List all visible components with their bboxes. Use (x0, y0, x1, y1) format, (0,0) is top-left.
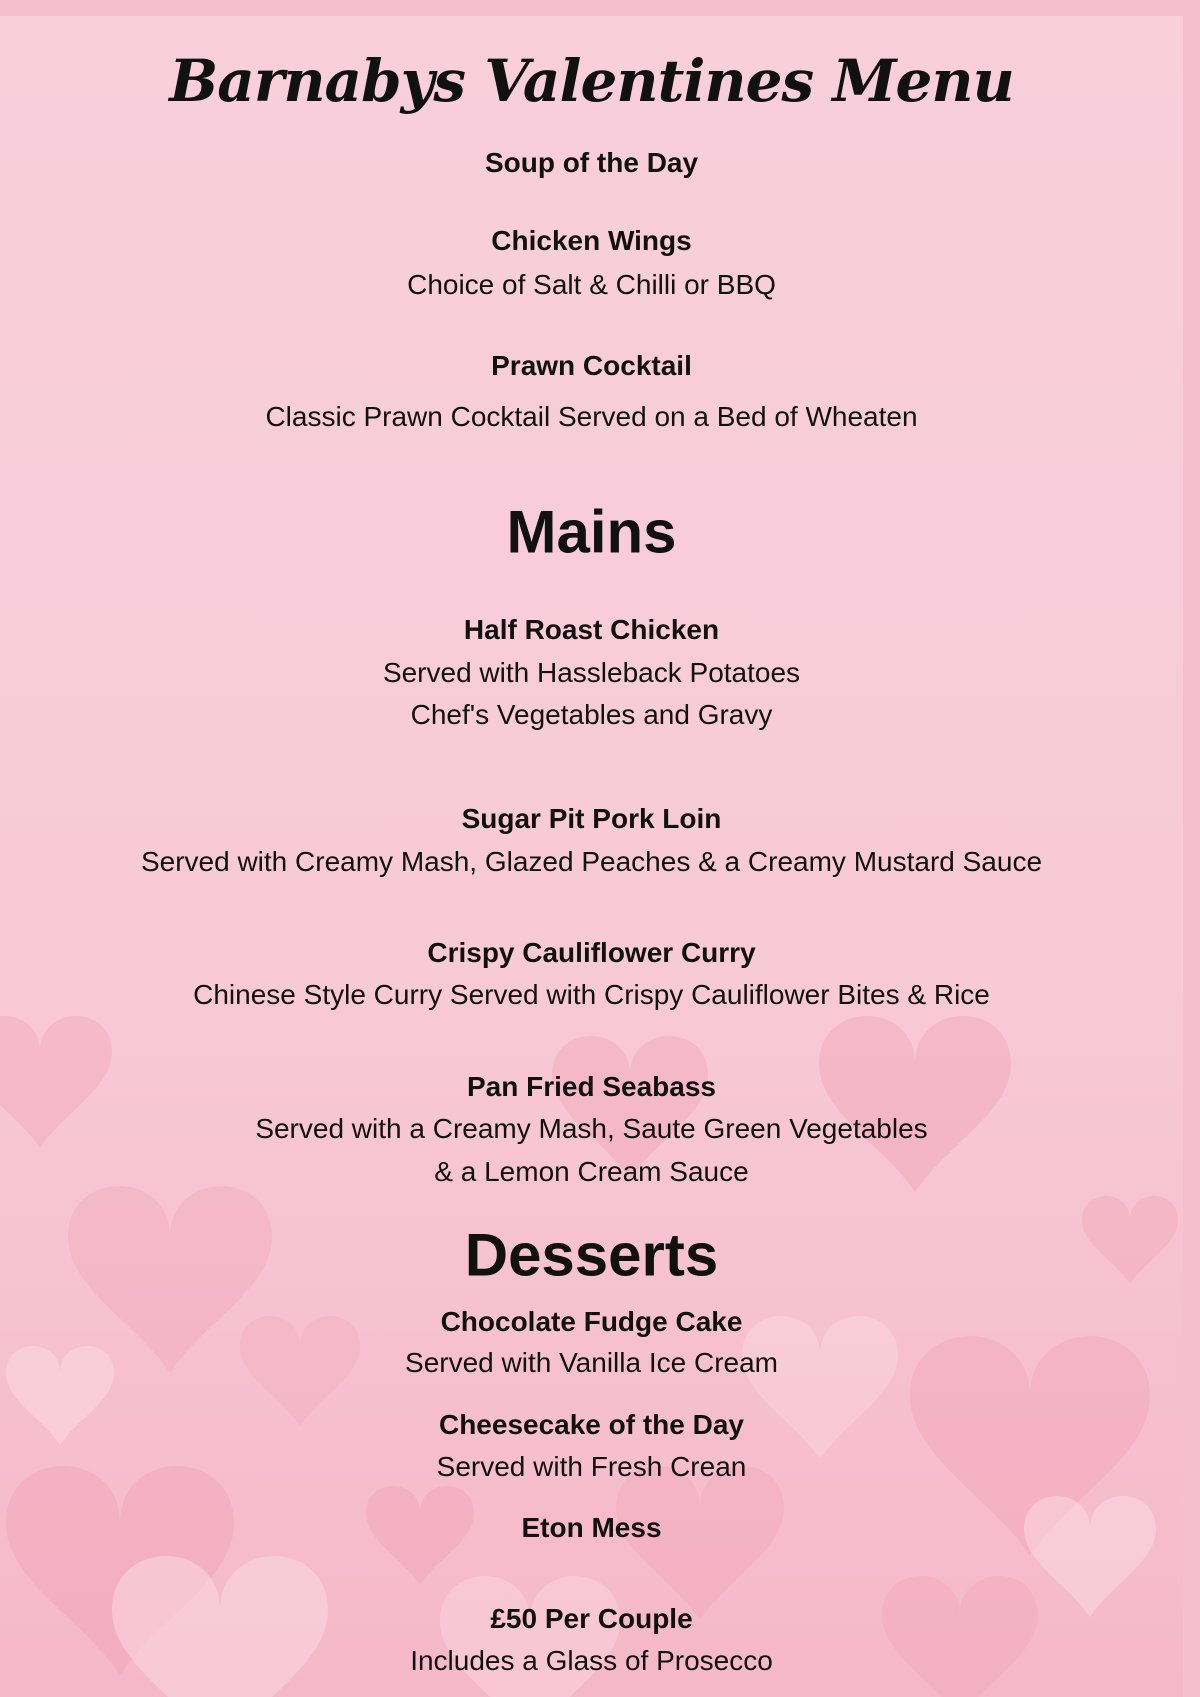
main-desc: Chef's Vegetables and Gravy (410, 699, 773, 730)
starter-desc: Classic Prawn Cocktail Served on a Bed of Wheaten (265, 401, 918, 432)
main-desc: Served with a Creamy Mash, Saute Green Vegetables (255, 1113, 928, 1144)
main-desc: Chinese Style Curry Served with Crispy Cauliflower Bites & Rice (193, 979, 990, 1010)
starter-name: Prawn Cocktail (491, 350, 692, 381)
dessert-name: Chocolate Fudge Cake (440, 1306, 743, 1337)
dessert-name: Eton Mess (521, 1512, 662, 1543)
main-name: Sugar Pit Pork Loin (461, 803, 722, 834)
main-name: Crispy Cauliflower Curry (427, 937, 756, 968)
dessert-desc: Served with Vanilla Ice Cream (405, 1347, 778, 1378)
section-heading-desserts: Desserts (464, 1221, 719, 1289)
price-note: Includes a Glass of Prosecco (410, 1645, 773, 1676)
starter-desc: Choice of Salt & Chilli or BBQ (407, 269, 776, 300)
main-name: Half Roast Chicken (463, 614, 720, 645)
price-label: £50 Per Couple (490, 1603, 693, 1634)
main-desc: Served with Hassleback Potatoes (382, 657, 801, 688)
dessert-name: Cheesecake of the Day (438, 1409, 745, 1440)
main-desc: Served with Creamy Mash, Glazed Peaches & a Creamy Mustard Sauce (140, 846, 1043, 877)
starter-name: Chicken Wings (491, 225, 692, 256)
heart-icon (440, 1576, 620, 1697)
starter-name: Soup of the Day (484, 147, 699, 178)
menu-title: Barnabys Valentines Menu (169, 47, 1014, 115)
heart-icon (882, 1576, 1038, 1697)
main-desc: & a Lemon Cream Sauce (434, 1156, 749, 1187)
main-name: Pan Fried Seabass (466, 1071, 716, 1102)
section-heading-mains: Mains (506, 498, 677, 566)
dessert-desc: Served with Fresh Crean (436, 1451, 747, 1482)
menu-page (0, 16, 1183, 1697)
